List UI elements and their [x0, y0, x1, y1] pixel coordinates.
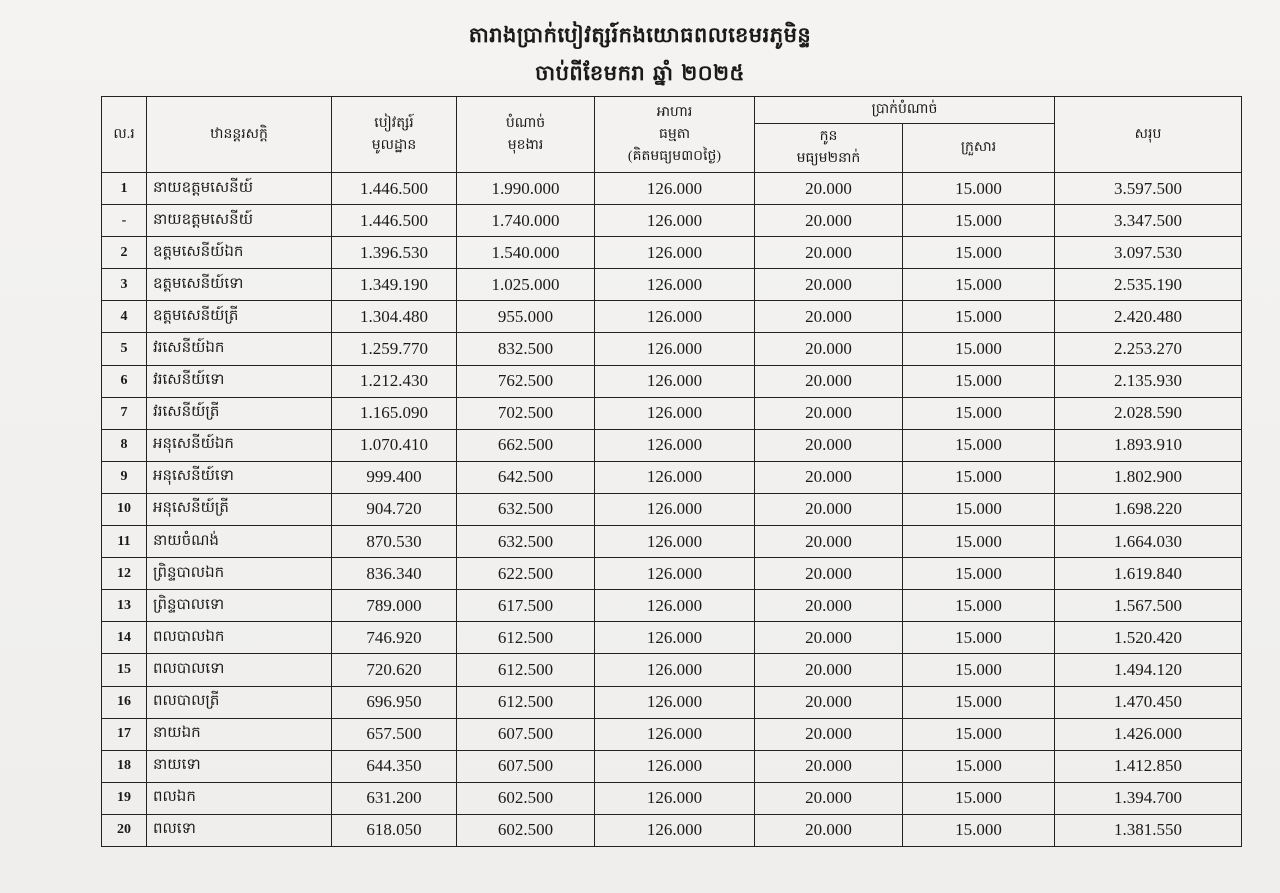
cell-child-allowance: 20.000	[755, 782, 903, 814]
cell-child-allowance: 20.000	[755, 461, 903, 493]
cell-position-allowance: 1.990.000	[457, 173, 595, 205]
salary-table	[101, 96, 1242, 847]
cell-position-allowance: 607.500	[457, 718, 595, 750]
cell-no: 18	[102, 750, 147, 782]
cell-rank: ព្រិន្ទបាលឯក	[147, 558, 332, 590]
cell-spouse-allowance: 15.000	[903, 493, 1055, 525]
cell-food: 126.000	[595, 590, 755, 622]
table-row	[102, 686, 1242, 718]
cell-total: 1.394.700	[1055, 782, 1242, 814]
header-position-allowance	[457, 97, 595, 173]
cell-position-allowance: 1.540.000	[457, 237, 595, 269]
cell-base-salary: 631.200	[332, 782, 457, 814]
cell-spouse-allowance: 15.000	[903, 782, 1055, 814]
cell-base-salary: 1.070.410	[332, 429, 457, 461]
cell-total: 1.893.910	[1055, 429, 1242, 461]
cell-rank: ពលបាលត្រី	[147, 686, 332, 718]
cell-food: 126.000	[595, 173, 755, 205]
cell-total: 1.619.840	[1055, 558, 1242, 590]
cell-no: 11	[102, 526, 147, 558]
cell-total: 1.520.420	[1055, 622, 1242, 654]
cell-child-allowance: 20.000	[755, 558, 903, 590]
cell-base-salary: 999.400	[332, 461, 457, 493]
cell-food: 126.000	[595, 493, 755, 525]
header-family-allowance: ប្រាក់បំណាច់	[755, 97, 1055, 124]
header-food-line3: (គិតមធ្យម៣០ថ្ងៃ)	[627, 148, 722, 164]
cell-food: 126.000	[595, 718, 755, 750]
cell-base-salary: 1.446.500	[332, 205, 457, 237]
cell-child-allowance: 20.000	[755, 686, 903, 718]
cell-child-allowance: 20.000	[755, 654, 903, 686]
cell-position-allowance: 1.740.000	[457, 205, 595, 237]
cell-child-allowance: 20.000	[755, 333, 903, 365]
cell-spouse-allowance: 15.000	[903, 397, 1055, 429]
cell-food: 126.000	[595, 461, 755, 493]
cell-food: 126.000	[595, 750, 755, 782]
cell-no: 6	[102, 365, 147, 397]
cell-position-allowance: 602.500	[457, 814, 595, 846]
cell-no: 19	[102, 782, 147, 814]
table-row	[102, 558, 1242, 590]
cell-total: 1.802.900	[1055, 461, 1242, 493]
cell-position-allowance: 612.500	[457, 686, 595, 718]
cell-base-salary: 618.050	[332, 814, 457, 846]
cell-total: 1.412.850	[1055, 750, 1242, 782]
cell-position-allowance: 617.500	[457, 590, 595, 622]
cell-position-allowance: 662.500	[457, 429, 595, 461]
cell-rank: នាយឯក	[147, 718, 332, 750]
cell-spouse-allowance: 15.000	[903, 269, 1055, 301]
cell-food: 126.000	[595, 397, 755, 429]
cell-food: 126.000	[595, 686, 755, 718]
cell-position-allowance: 955.000	[457, 301, 595, 333]
cell-total: 1.426.000	[1055, 718, 1242, 750]
cell-rank: ពលទោ	[147, 814, 332, 846]
table-row	[102, 814, 1242, 846]
cell-child-allowance: 20.000	[755, 269, 903, 301]
cell-no: 8	[102, 429, 147, 461]
cell-no: 17	[102, 718, 147, 750]
cell-total: 1.567.500	[1055, 590, 1242, 622]
cell-no: 10	[102, 493, 147, 525]
cell-position-allowance: 832.500	[457, 333, 595, 365]
cell-spouse-allowance: 15.000	[903, 237, 1055, 269]
cell-no: 16	[102, 686, 147, 718]
cell-food: 126.000	[595, 333, 755, 365]
cell-no: 12	[102, 558, 147, 590]
table-row	[102, 526, 1242, 558]
cell-food: 126.000	[595, 526, 755, 558]
cell-total: 1.381.550	[1055, 814, 1242, 846]
cell-spouse-allowance: 15.000	[903, 622, 1055, 654]
table-row	[102, 622, 1242, 654]
cell-child-allowance: 20.000	[755, 301, 903, 333]
cell-position-allowance: 642.500	[457, 461, 595, 493]
cell-spouse-allowance: 15.000	[903, 814, 1055, 846]
cell-base-salary: 904.720	[332, 493, 457, 525]
cell-base-salary: 644.350	[332, 750, 457, 782]
cell-total: 1.664.030	[1055, 526, 1242, 558]
cell-food: 126.000	[595, 301, 755, 333]
cell-total: 2.420.480	[1055, 301, 1242, 333]
cell-base-salary: 696.950	[332, 686, 457, 718]
cell-no: -	[102, 205, 147, 237]
cell-position-allowance: 702.500	[457, 397, 595, 429]
cell-position-allowance: 762.500	[457, 365, 595, 397]
cell-spouse-allowance: 15.000	[903, 429, 1055, 461]
cell-no: 15	[102, 654, 147, 686]
cell-base-salary: 1.212.430	[332, 365, 457, 397]
cell-food: 126.000	[595, 365, 755, 397]
header-spouse: ក្រួសារ	[903, 124, 1055, 173]
table-row	[102, 718, 1242, 750]
cell-spouse-allowance: 15.000	[903, 718, 1055, 750]
header-food	[595, 97, 755, 173]
cell-spouse-allowance: 15.000	[903, 558, 1055, 590]
cell-spouse-allowance: 15.000	[903, 205, 1055, 237]
cell-no: 1	[102, 173, 147, 205]
cell-spouse-allowance: 15.000	[903, 526, 1055, 558]
cell-spouse-allowance: 15.000	[903, 301, 1055, 333]
cell-spouse-allowance: 15.000	[903, 173, 1055, 205]
header-total: សរុប	[1055, 97, 1242, 173]
cell-rank: ព្រិន្ទបាលទោ	[147, 590, 332, 622]
header-food-line2: ធម្មតា	[658, 126, 691, 142]
cell-child-allowance: 20.000	[755, 237, 903, 269]
cell-food: 126.000	[595, 782, 755, 814]
cell-base-salary: 1.259.770	[332, 333, 457, 365]
cell-rank: អនុសេនីយ៍ទោ	[147, 461, 332, 493]
cell-total: 1.494.120	[1055, 654, 1242, 686]
cell-total: 3.097.530	[1055, 237, 1242, 269]
cell-spouse-allowance: 15.000	[903, 750, 1055, 782]
cell-child-allowance: 20.000	[755, 365, 903, 397]
cell-position-allowance: 612.500	[457, 654, 595, 686]
table-row	[102, 782, 1242, 814]
cell-rank: នាយទោ	[147, 750, 332, 782]
cell-rank: អនុសេនីយ៍ឯក	[147, 429, 332, 461]
cell-rank: ពលបាលទោ	[147, 654, 332, 686]
table-row	[102, 397, 1242, 429]
cell-total: 3.347.500	[1055, 205, 1242, 237]
cell-child-allowance: 20.000	[755, 493, 903, 525]
cell-child-allowance: 20.000	[755, 590, 903, 622]
cell-rank: វរសេនីយ៍ត្រី	[147, 397, 332, 429]
cell-rank: វរសេនីយ៍ឯក	[147, 333, 332, 365]
table-row	[102, 461, 1242, 493]
table-row	[102, 429, 1242, 461]
cell-position-allowance: 632.500	[457, 493, 595, 525]
header-position-line2: មុខងារ	[507, 137, 544, 153]
cell-base-salary: 1.349.190	[332, 269, 457, 301]
cell-base-salary: 870.530	[332, 526, 457, 558]
cell-food: 126.000	[595, 622, 755, 654]
cell-spouse-allowance: 15.000	[903, 365, 1055, 397]
cell-food: 126.000	[595, 429, 755, 461]
header-child	[755, 124, 903, 173]
header-position-line1: បំណាច់	[505, 115, 546, 131]
cell-total: 3.597.500	[1055, 173, 1242, 205]
cell-child-allowance: 20.000	[755, 205, 903, 237]
table-row	[102, 333, 1242, 365]
header-child-line2: មធ្យម២នាក់	[796, 151, 861, 166]
cell-child-allowance: 20.000	[755, 814, 903, 846]
cell-rank: វរសេនីយ៍ទោ	[147, 365, 332, 397]
cell-base-salary: 1.396.530	[332, 237, 457, 269]
table-row	[102, 750, 1242, 782]
cell-no: 13	[102, 590, 147, 622]
header-child-line1: កូន	[819, 129, 838, 144]
cell-position-allowance: 622.500	[457, 558, 595, 590]
document-subtitle: ចាប់ពីខែមករា ឆ្នាំ ២០២៥	[535, 60, 745, 85]
table-row	[102, 301, 1242, 333]
cell-child-allowance: 20.000	[755, 750, 903, 782]
table-row	[102, 365, 1242, 397]
cell-rank: ពលឯក	[147, 782, 332, 814]
table-row	[102, 654, 1242, 686]
table-header-row	[102, 97, 1242, 124]
cell-child-allowance: 20.000	[755, 526, 903, 558]
cell-base-salary: 746.920	[332, 622, 457, 654]
cell-base-salary: 836.340	[332, 558, 457, 590]
cell-rank: ឧត្តមសេនីយ៍ត្រី	[147, 301, 332, 333]
cell-food: 126.000	[595, 237, 755, 269]
header-no: ល.រ	[102, 97, 147, 173]
cell-total: 1.698.220	[1055, 493, 1242, 525]
header-base-salary-line2: មូលដ្ឋាន	[371, 137, 417, 153]
header-base-salary	[332, 97, 457, 173]
cell-position-allowance: 602.500	[457, 782, 595, 814]
cell-child-allowance: 20.000	[755, 173, 903, 205]
cell-position-allowance: 1.025.000	[457, 269, 595, 301]
cell-no: 4	[102, 301, 147, 333]
table-row	[102, 590, 1242, 622]
cell-no: 5	[102, 333, 147, 365]
cell-rank: ឧត្តមសេនីយ៍ទោ	[147, 269, 332, 301]
cell-base-salary: 1.165.090	[332, 397, 457, 429]
cell-base-salary: 1.304.480	[332, 301, 457, 333]
cell-position-allowance: 612.500	[457, 622, 595, 654]
cell-base-salary: 789.000	[332, 590, 457, 622]
cell-spouse-allowance: 15.000	[903, 333, 1055, 365]
cell-child-allowance: 20.000	[755, 718, 903, 750]
cell-child-allowance: 20.000	[755, 397, 903, 429]
cell-rank: ពលបាលឯក	[147, 622, 332, 654]
cell-food: 126.000	[595, 558, 755, 590]
cell-no: 20	[102, 814, 147, 846]
cell-food: 126.000	[595, 269, 755, 301]
table-row	[102, 269, 1242, 301]
cell-rank: នាយចំណង់	[147, 526, 332, 558]
cell-rank: នាយឧត្តមសេនីយ៍	[147, 205, 332, 237]
cell-total: 1.470.450	[1055, 686, 1242, 718]
cell-child-allowance: 20.000	[755, 429, 903, 461]
cell-no: 7	[102, 397, 147, 429]
cell-total: 2.535.190	[1055, 269, 1242, 301]
table-row	[102, 205, 1242, 237]
table-row	[102, 493, 1242, 525]
cell-base-salary: 1.446.500	[332, 173, 457, 205]
cell-base-salary: 657.500	[332, 718, 457, 750]
document-title: តារាងប្រាក់បៀវត្សរ៍កងយោធពលខេមរភូមិន្ទ	[468, 22, 812, 47]
table-row	[102, 237, 1242, 269]
header-base-salary-line1: បៀវត្សរ៍	[374, 115, 414, 131]
cell-child-allowance: 20.000	[755, 622, 903, 654]
header-food-line1: អាហារ	[656, 104, 693, 120]
cell-no: 14	[102, 622, 147, 654]
cell-food: 126.000	[595, 205, 755, 237]
cell-rank: នាយឧត្តមសេនីយ៍	[147, 173, 332, 205]
cell-no: 2	[102, 237, 147, 269]
cell-position-allowance: 607.500	[457, 750, 595, 782]
cell-spouse-allowance: 15.000	[903, 590, 1055, 622]
table-row	[102, 173, 1242, 205]
cell-spouse-allowance: 15.000	[903, 686, 1055, 718]
cell-spouse-allowance: 15.000	[903, 654, 1055, 686]
cell-spouse-allowance: 15.000	[903, 461, 1055, 493]
cell-no: 3	[102, 269, 147, 301]
cell-rank: ឧត្តមសេនីយ៍ឯក	[147, 237, 332, 269]
cell-total: 2.135.930	[1055, 365, 1242, 397]
table-body	[102, 173, 1242, 847]
cell-no: 9	[102, 461, 147, 493]
cell-total: 2.253.270	[1055, 333, 1242, 365]
cell-food: 126.000	[595, 814, 755, 846]
cell-base-salary: 720.620	[332, 654, 457, 686]
cell-position-allowance: 632.500	[457, 526, 595, 558]
header-rank: ឋានន្តរសក្តិ	[147, 97, 332, 173]
cell-total: 2.028.590	[1055, 397, 1242, 429]
cell-rank: អនុសេនីយ៍ត្រី	[147, 493, 332, 525]
cell-food: 126.000	[595, 654, 755, 686]
